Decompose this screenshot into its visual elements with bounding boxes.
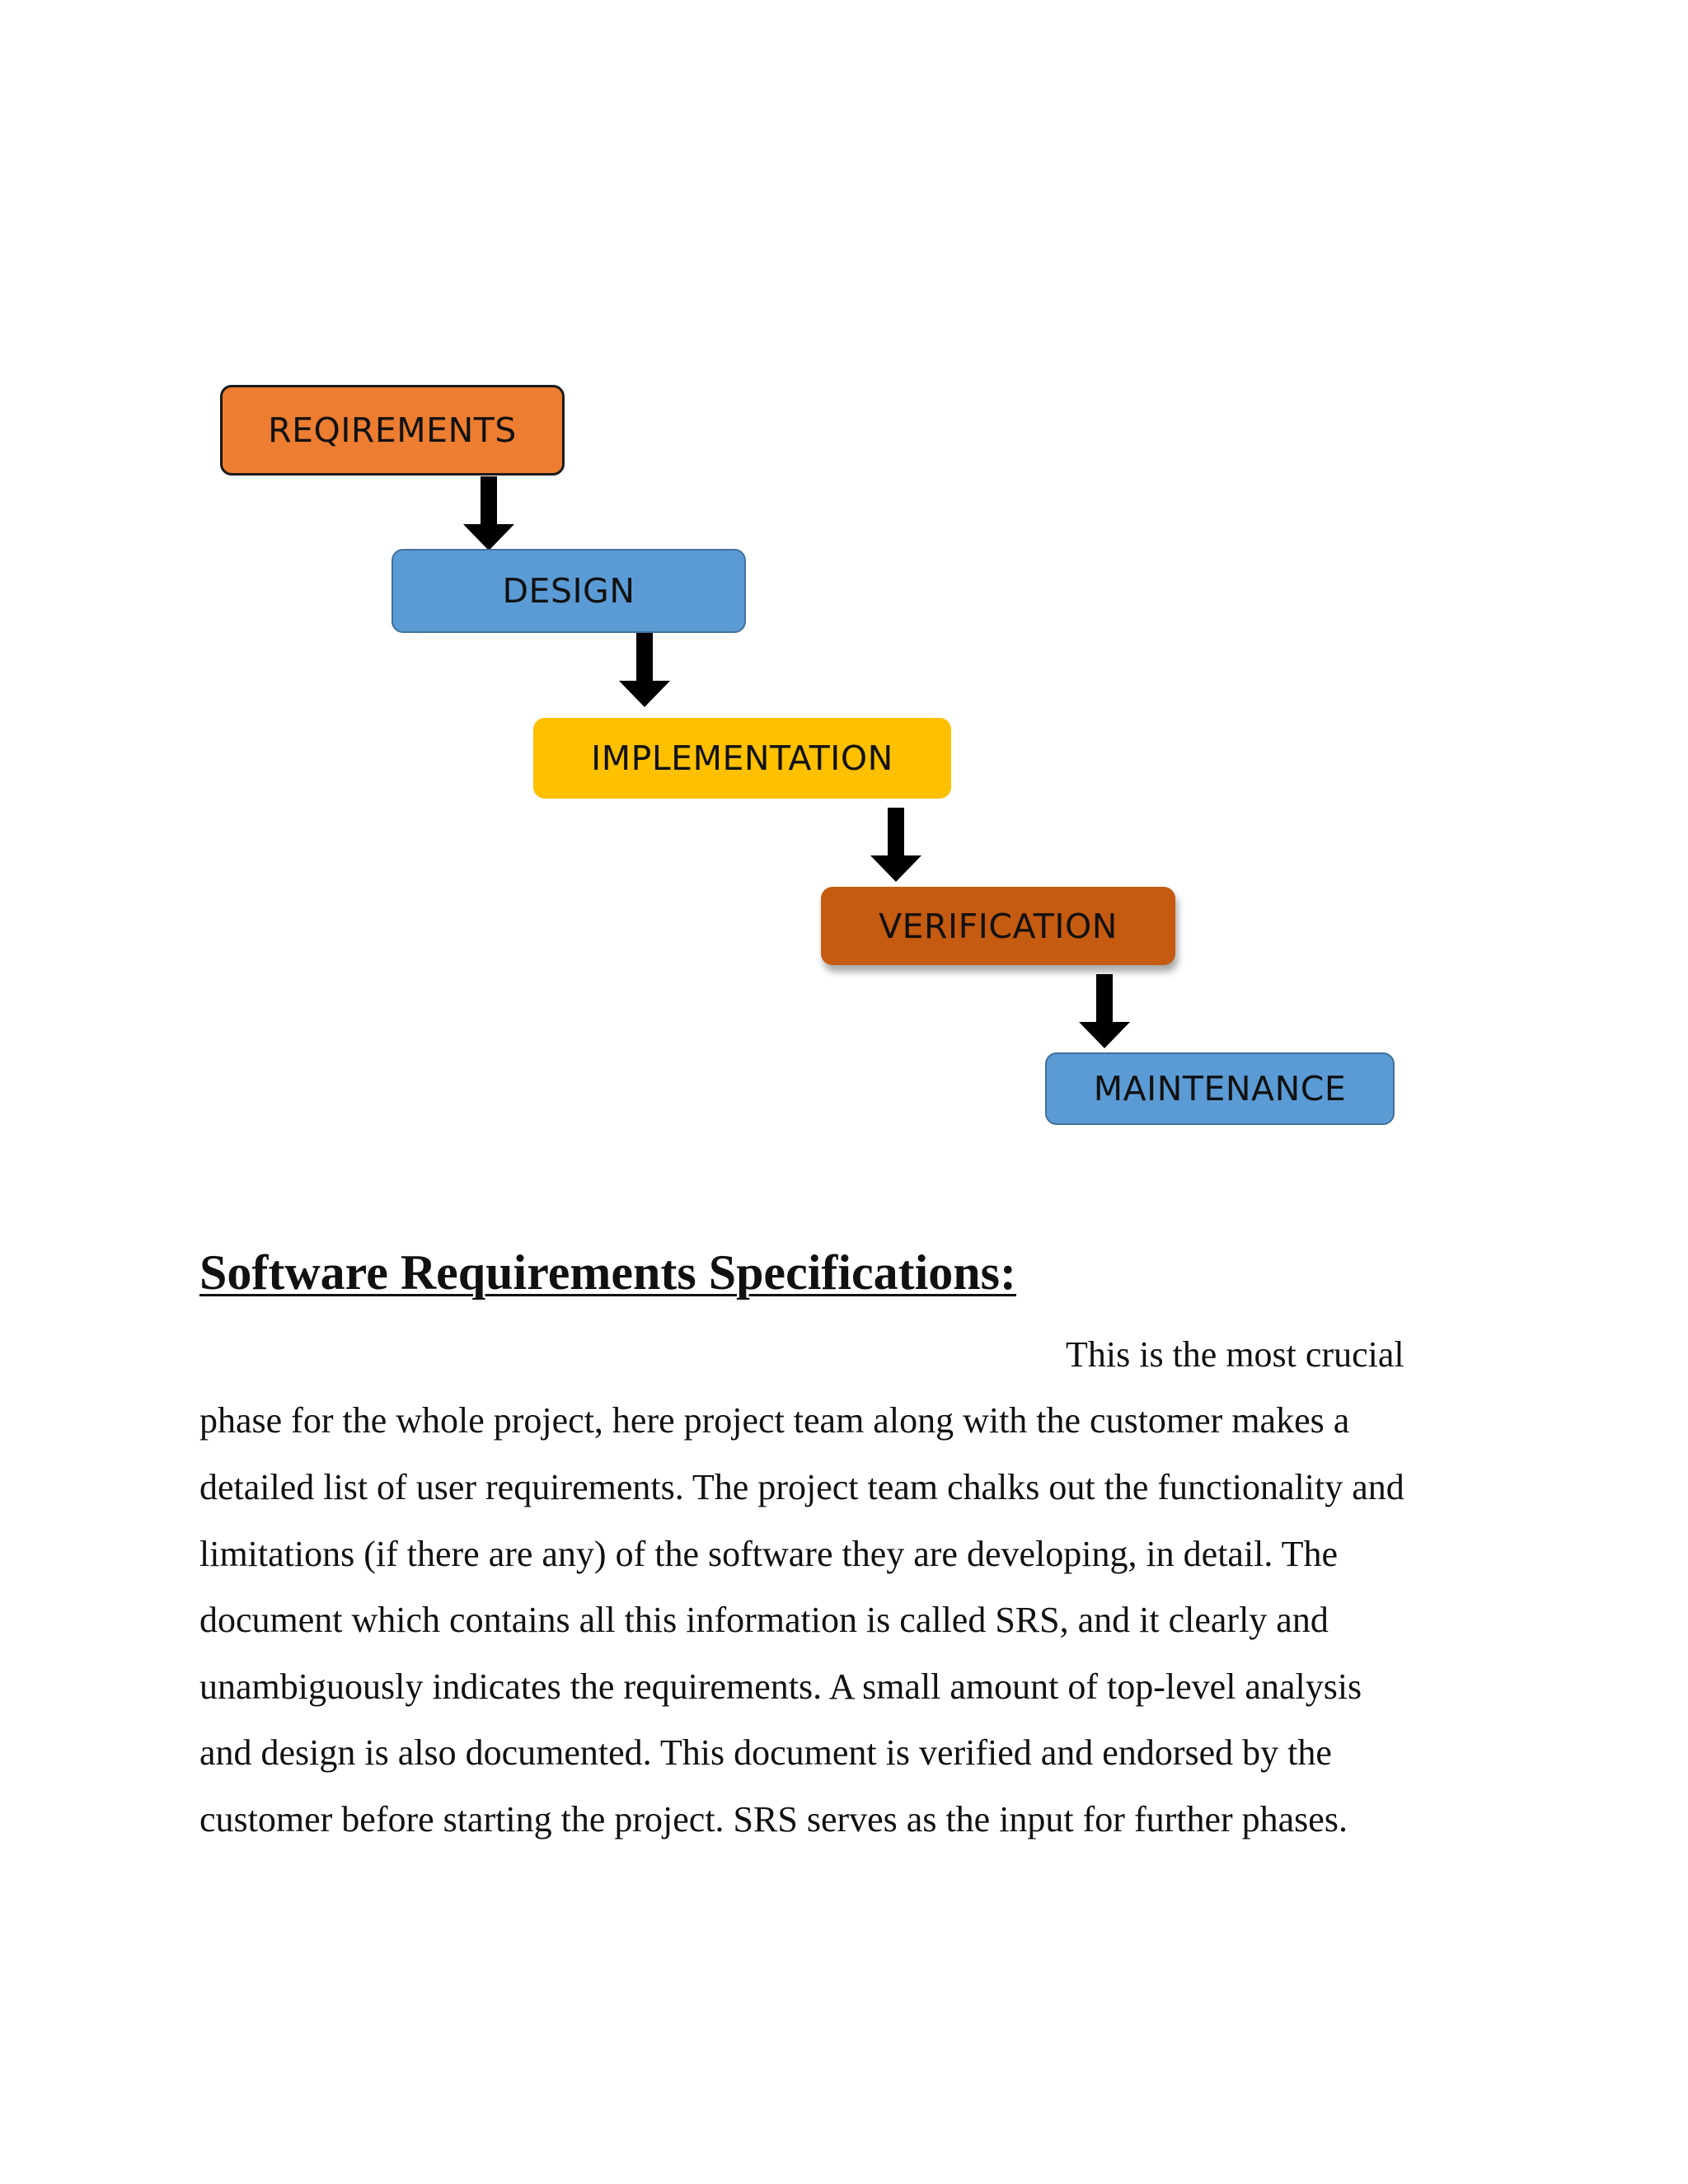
stage-maintenance: MAINTENANCE — [1045, 1052, 1395, 1125]
body-line: document which contains all this information is called SRS, and it clearly and — [199, 1600, 1329, 1640]
down-arrow-icon — [870, 808, 921, 882]
stage-requirements: REQIREMENTS — [220, 385, 565, 476]
body-line: customer before starting the project. SRS serves as the input for further phases. — [199, 1799, 1348, 1840]
stage-design: DESIGN — [392, 549, 746, 633]
down-arrow-icon — [1079, 974, 1130, 1048]
body-line: detailed list of user requirements. The project team chalks out the functionality and — [199, 1467, 1404, 1507]
down-arrow-icon — [619, 633, 670, 707]
body-line: phase for the whole project, here project team along with the customer makes a — [199, 1400, 1350, 1441]
stage-implementation: IMPLEMENTATION — [533, 718, 951, 799]
body-line: This is the most crucial — [1066, 1334, 1404, 1375]
section-heading: Software Requirements Specifications: — [199, 1245, 1016, 1300]
body-line: limitations (if there are any) of the software they are developing, in detail. The — [199, 1534, 1339, 1574]
down-arrow-icon — [463, 476, 514, 551]
stage-verification: VERIFICATION — [821, 887, 1175, 965]
body-line: unambiguously indicates the requirements. A small amount of top-level analysis — [199, 1666, 1362, 1707]
body-line: and design is also documented. This document is verified and endorsed by the — [199, 1732, 1332, 1773]
